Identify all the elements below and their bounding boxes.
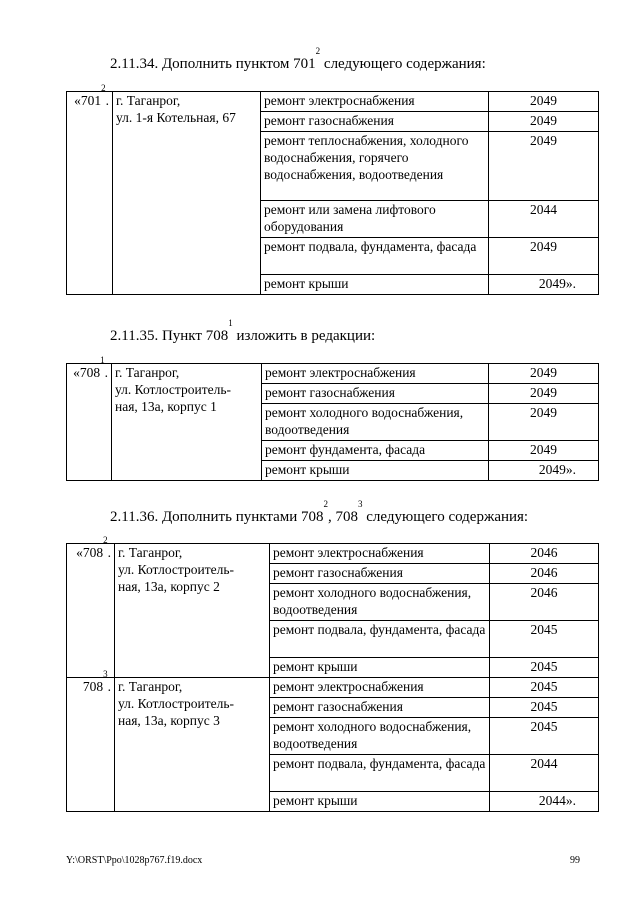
work-type: ремонт холодного водоснабжения, водоотведения [270,718,490,755]
table-row [67,544,599,564]
table-items-708-2-3 [66,535,599,812]
section-heading-2-11-35: 2.11.35. Пункт $708^1$ изложить в редакции: [110,318,376,344]
table-row [67,678,599,698]
work-type: ремонт электроснабжения [270,544,490,564]
work-type: ремонт газоснабжения [270,564,490,584]
item-address: г. Таганрог, ул. 1-я Котельная, 67 [113,92,261,295]
work-type: ремонт электроснабжения [270,678,490,698]
page-number: 99 [570,855,580,866]
work-type: ремонт холодного водоснабжения, водоотведения [262,404,489,441]
work-type: ремонт крыши [270,658,490,678]
work-year: 2044 [489,201,599,238]
work-type: ремонт фундамента, фасада [262,441,489,461]
table-row [67,364,599,384]
work-type: ремонт электроснабжения [262,364,489,384]
work-year: 2045 [490,718,599,755]
section-heading-2-11-34: 2.11.34. Дополнить пунктом $701^2$ следующего содержания: [110,46,486,72]
work-type: ремонт подвала, фундамента, фасада [270,621,490,658]
work-year: 2049 [489,132,599,201]
table-item-708-1 [66,355,599,481]
work-type: ремонт подвала, фундамента, фасада [261,238,489,275]
work-type: ремонт холодного водоснабжения, водоотведения [270,584,490,621]
work-type: ремонт электроснабжения [261,92,489,112]
table-row [67,92,599,112]
table-item-701-2 [66,83,599,295]
work-type: ремонт подвала, фундамента, фасада [270,755,490,792]
work-type: ремонт крыши [270,792,490,812]
work-year: 2049». [489,461,599,481]
work-type: ремонт или замена лифтового оборудования [261,201,489,238]
item-address: г. Таганрог, ул. Котлостроитель- ная, 13а, корпус 3 [115,678,270,812]
work-year: 2049 [489,238,599,275]
work-year: 2049 [489,441,599,461]
work-year: 2046 [490,584,599,621]
work-year: 2046 [490,564,599,584]
work-year: 2049 [489,92,599,112]
work-year: 2049 [489,364,599,384]
work-year: 2044». [490,792,599,812]
item-number: «$701^2$. [67,92,113,295]
work-year: 2049 [489,384,599,404]
work-year: 2046 [490,544,599,564]
work-year: 2045 [490,658,599,678]
work-type: ремонт газоснабжения [262,384,489,404]
work-type: ремонт теплоснабжения, холодного водоснабжения, горячего водоснабжения, водоотведения [261,132,489,201]
work-type: ремонт газоснабжения [270,698,490,718]
footer-file-path: Y:\ORST\Ppo\1028p767.f19.docx [66,855,203,866]
item-address: г. Таганрог, ул. Котлостроитель- ная, 13а, корпус 1 [112,364,262,481]
work-year: 2049 [489,112,599,132]
work-year: 2045 [490,678,599,698]
work-year: 2044 [490,755,599,792]
work-type: ремонт крыши [262,461,489,481]
work-type: ремонт газоснабжения [261,112,489,132]
item-address: г. Таганрог, ул. Котлостроитель- ная, 13а, корпус 2 [115,544,270,678]
work-year: 2045 [490,698,599,718]
item-number: $708^3$. [67,678,115,812]
section-heading-2-11-36: 2.11.36. Дополнить пунктами $708^2$, $708^3$ следующего содержания: [110,499,529,525]
work-type: ремонт крыши [261,275,489,295]
item-number: «$708^2$. [67,544,115,678]
item-number: «$708^1$. [67,364,112,481]
work-year: 2049». [489,275,599,295]
work-year: 2049 [489,404,599,441]
work-year: 2045 [490,621,599,658]
